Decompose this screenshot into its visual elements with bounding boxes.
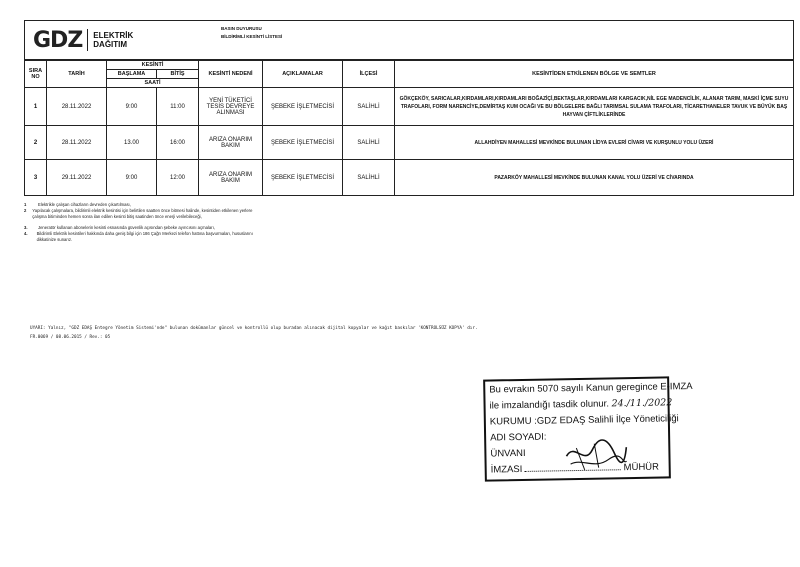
notes-list (24, 202, 264, 243)
row-baslama: 9:00 (107, 160, 157, 196)
col-bolge: KESİNTİDEN ETKİLENEN BÖLGE VE SEMTLER (395, 61, 794, 88)
row-aciklama: ŞEBEKE İŞLETMECİSİ (263, 160, 343, 196)
row-ilce: SALİHLİ (343, 126, 395, 160)
row-no: 1 (25, 88, 47, 126)
row-bitis: 11:00 (157, 88, 199, 126)
col-kesinti: KESİNTİ (107, 61, 199, 70)
warning-text: UYARI: Yalnız, "GDZ EDAŞ Entegre Yönetim Sistemi'nde" bulunan dokümanlar güncel ve kontrollü olup buradan alınacak dijital kopyalar ve kağıt baskılar 'KONTROLSÜZ KOPYA' dır. (30, 326, 478, 331)
outage-table (24, 60, 794, 196)
stamp-kurum-label: KURUMU (489, 415, 532, 428)
col-bitis: BİTİŞ (157, 70, 199, 79)
col-aciklama: AÇIKLAMALAR (263, 61, 343, 88)
company-logo (25, 21, 215, 59)
stamp-imza-label: İMZASI (490, 463, 523, 476)
row-tarih: 29.11.2022 (47, 160, 107, 196)
col-sira: SIRA NO (25, 61, 47, 88)
row-baslama: 9:00 (107, 88, 157, 126)
warning-footer (30, 324, 478, 342)
stamp-adi-label: ADI SOYADI: (490, 431, 547, 444)
row-bolge: GÖKÇEKÖY, SARICALAR,KIRDAMLARI,KIRDAMLARI BOĞAZİÇİ,BEKTAŞLAR,KIRDAMLARI KARGACIK,NİL EGE MADENCİLİK, ALANAR TARIM, MASKİ İÇME SUYU TRAFOLARI, FORM NARENCİYE,DEMİRTAŞ KUM OCAĞI VE BU BÖLGELERE BAĞLI TARIMSAL SULAMA TRAFOLARI, TİCARETHANELER TAVUK VE BÜYÜK BAŞ HAYVAN ÇİFTLİKLERİNDE (395, 88, 794, 126)
row-neden: ARIZA ONARIM BAKIM (199, 160, 263, 196)
note-item: 2 Yapılacak çalışmalara, bildirimli elektrik kesintisi için belirtilen saatten önce bitmesi halinde, kesintiden etkilenen yerlere çalışma bitiminden hemen sonra ilan edilen kesinti bitiş saatinden önce enerji verilebileceği, (24, 208, 253, 220)
note-item: 1 Elektrikle çalışan cihazların devreden çıkartılması, (24, 202, 131, 207)
logo-text-line1: ELEKTRİK (93, 31, 134, 40)
table-row (25, 160, 794, 196)
form-code: FR.0069 / 08.06.2015 / Rev.: 05 (30, 335, 111, 340)
table-row (25, 126, 794, 160)
logo-text-line2: DAĞITIM (93, 40, 128, 49)
stamp-unvan-label: ÜNVANI (490, 447, 526, 460)
col-neden: KESİNTİ NEDENİ (199, 61, 263, 88)
stamp-date: 24./11./2022 (611, 397, 673, 410)
row-bolge: PAZARKÖY MAHALLESİ MEVKİNDE BULUNAN KANAL YOLU ÜZERİ VE CİVARINDA (395, 160, 794, 196)
row-tarih: 28.11.2022 (47, 126, 107, 160)
table-row (25, 88, 794, 126)
stamp-line1: Bu evrakın 5070 sayılı Kanun geregince E-IMZA (489, 380, 693, 396)
row-neden: ARIZA ONARIM BAKIM (199, 126, 263, 160)
row-tarih: 28.11.2022 (47, 88, 107, 126)
row-bitis: 16:00 (157, 126, 199, 160)
stamp-muhur-label: MÜHÜR (623, 461, 660, 474)
row-no: 2 (25, 126, 47, 160)
col-saati: SAATİ (107, 79, 199, 88)
stamp-line2: ile imzalandığı tasdik olunur. (489, 398, 610, 412)
row-bolge: ALLAHDİYEN MAHALLESİ MEVKİNDE BULUNAN LİDYA EVLERİ CİVARI VE KURŞUNLU YOLU ÜZERİ (395, 126, 794, 160)
handwritten-signature (564, 435, 629, 476)
row-ilce: SALİHLİ (343, 88, 395, 126)
title-line1: BASIN DUYURUSU (221, 26, 262, 31)
row-aciklama: ŞEBEKE İŞLETMECİSİ (263, 88, 343, 126)
document-header (24, 20, 794, 60)
row-no: 3 (25, 160, 47, 196)
row-baslama: 13.00 (107, 126, 157, 160)
title-line2: BİLDİRİMLİ KESİNTİ LİSTESİ (221, 34, 283, 39)
logo-mark: GDZ (33, 27, 83, 53)
row-neden: YENİ TÜKETİCİ TESİS DEVREYE ALINMASI (199, 88, 263, 126)
row-bitis: 12:00 (157, 160, 199, 196)
note-item: 4. Bildirimli Elektrik kesintileri hakkında daha geniş bilgi için 186 Çağrı Merkezi telefon hattına başvurmaları, hususlarını dikkatinize sunarız. (24, 230, 253, 243)
col-baslama: BAŞLAMA (107, 70, 157, 79)
document-title (215, 21, 793, 59)
col-ilce: İLÇESİ (343, 61, 395, 88)
row-aciklama: ŞEBEKE İŞLETMECİSİ (263, 126, 343, 160)
col-tarih: TARİH (47, 61, 107, 88)
note-item: 3. Jeneratör kullanan abonelerin kesinti esnasında güvenlik açısından şebeke ayırıcısını açmaları, (24, 224, 215, 230)
e-signature-stamp (483, 376, 693, 481)
stamp-kurum-value: :GDZ EDAŞ Salihli İlçe Yöneticiliği (534, 413, 679, 427)
row-ilce: SALİHLİ (343, 160, 395, 196)
document (24, 20, 794, 243)
